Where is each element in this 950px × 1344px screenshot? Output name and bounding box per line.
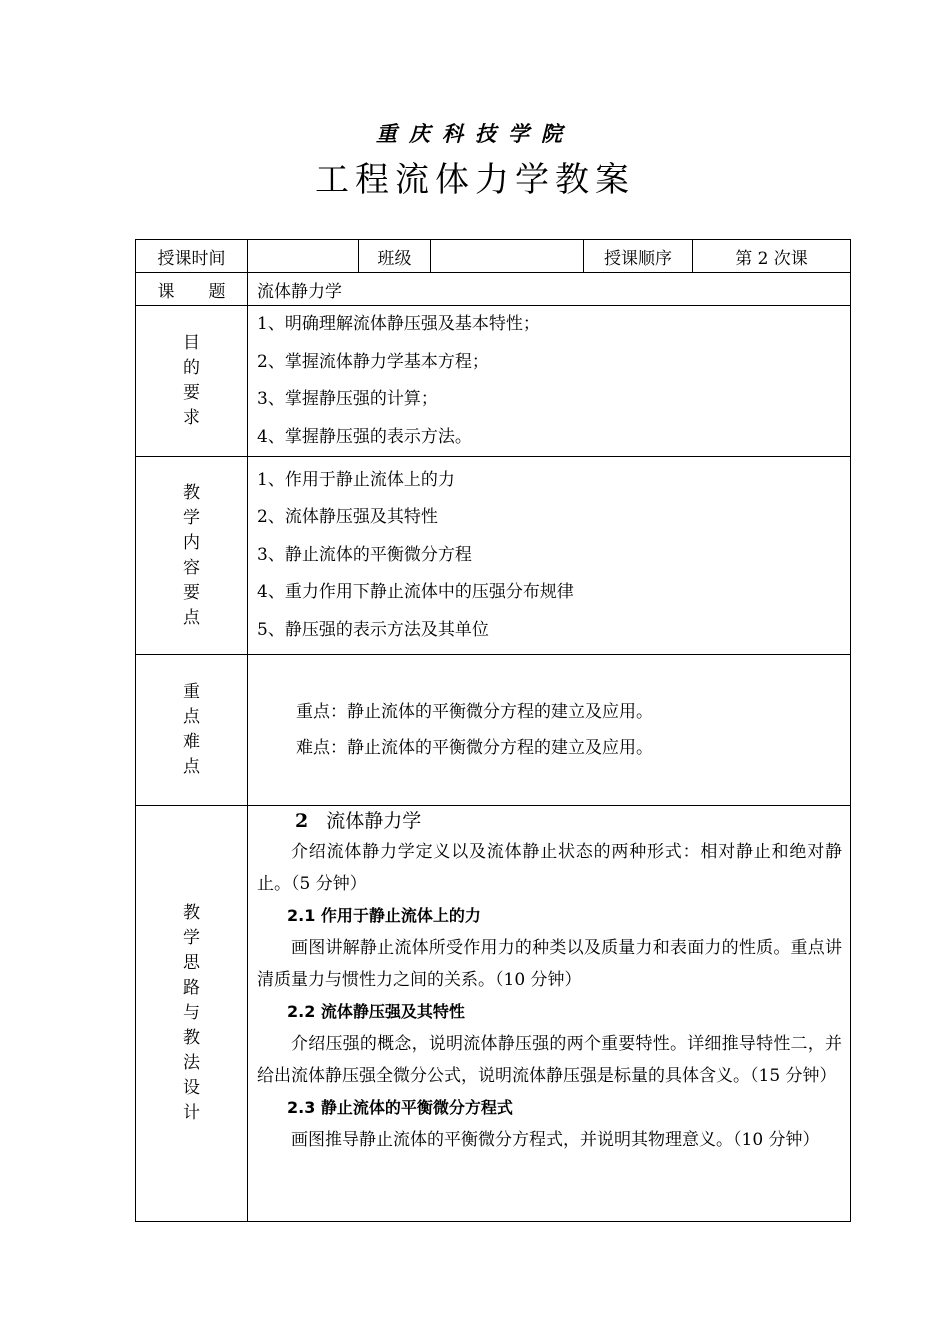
goals-list: [248, 306, 851, 457]
goal-item: 1、明确理解流体静压强及基本特性；: [257, 314, 540, 334]
subsection-heading: 2.3 静止流体的平衡微分方程式: [287, 1098, 513, 1117]
design-content: [248, 806, 851, 1222]
topic-label: 课 题: [136, 273, 248, 306]
goal-item: 3、掌握静压强的计算；: [257, 389, 438, 409]
subsection-heading: 2.1 作用于静止流体上的力: [287, 906, 481, 925]
content-list: [248, 457, 851, 655]
content-item: 3、静止流体的平衡微分方程: [257, 544, 472, 565]
teaching-time-label: 授课时间: [136, 240, 248, 273]
content-item: 1、作用于静止流体上的力: [257, 469, 455, 490]
class-value: [431, 240, 584, 273]
topic-row: [136, 273, 851, 306]
topic-value: 流体静力学: [248, 273, 851, 306]
content-item: 2、流体静压强及其特性: [257, 507, 438, 528]
content-item: 4、重力作用下静止流体中的压强分布规律: [257, 582, 574, 603]
lesson-plan-table: [135, 239, 851, 1222]
goals-row: [136, 306, 851, 457]
key-points-row: [136, 655, 851, 806]
design-row: [136, 806, 851, 1222]
teaching-time-value: [248, 240, 359, 273]
design-label: 教 学 思 路 与 教 法 设 计: [136, 806, 248, 1222]
lesson-order-label: 授课顺序: [584, 240, 693, 273]
key-points-label: 重 点 难 点: [136, 655, 248, 806]
goals-label: 目 的 要 求: [136, 306, 248, 457]
paragraph: 画图讲解静止流体所受作用力的种类以及质量力和表面力的性质。重点讲清质量力与惯性力之间的关系。（10 分钟）: [257, 938, 842, 990]
key-points-content: [248, 655, 851, 806]
intro-paragraph: 介绍流体静力学定义以及流体静止状态的两种形式：相对静止和绝对静止。（5 分钟）: [257, 842, 842, 894]
content-row: [136, 457, 851, 655]
school-name: 重庆科技学院: [376, 121, 574, 146]
goal-item: 2、掌握流体静力学基本方程；: [257, 351, 489, 372]
difficult-point: 难点：静止流体的平衡微分方程的建立及应用。: [296, 738, 653, 758]
paragraph: 介绍压强的概念，说明流体静压强的两个重要特性。详细推导特性二，并给出流体静压强全微分公式，说明流体静压强是标量的具体含义。（15 分钟）: [257, 1034, 842, 1086]
content-item: 5、静压强的表示方法及其单位: [257, 619, 489, 640]
section-heading: 2 流体静力学: [295, 810, 422, 832]
subsection-heading: 2.2 流体静压强及其特性: [287, 1002, 465, 1021]
info-row: [136, 240, 851, 273]
document-title: 工程流体力学教案: [315, 160, 635, 200]
content-label: 教 学 内 容 要 点: [136, 457, 248, 655]
key-point: 重点：静止流体的平衡微分方程的建立及应用。: [296, 702, 653, 722]
paragraph: 画图推导静止流体的平衡微分方程式，并说明其物理意义。（10 分钟）: [291, 1130, 820, 1150]
goal-item: 4、掌握静压强的表示方法。: [257, 426, 472, 447]
lesson-order-value: 第 2 次课: [693, 240, 851, 273]
class-label: 班级: [359, 240, 431, 273]
